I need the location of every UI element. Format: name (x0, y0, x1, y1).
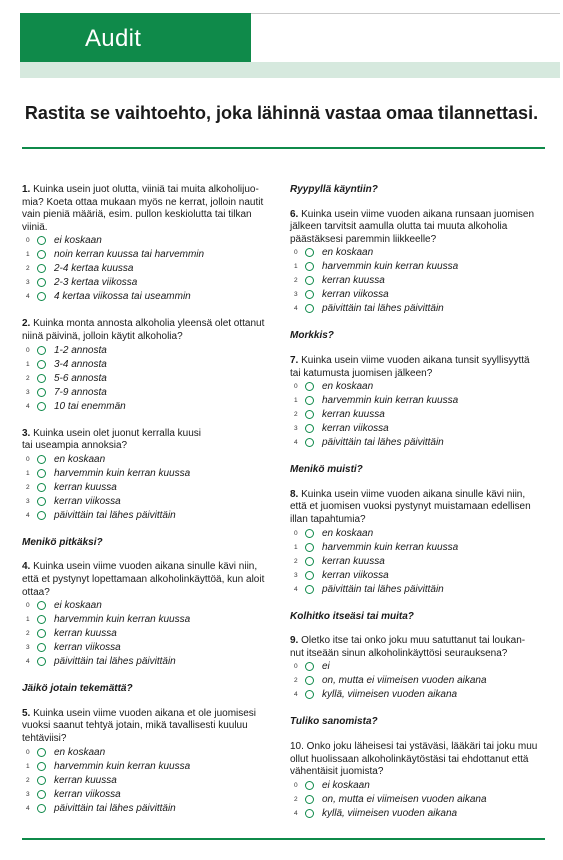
question-text (290, 635, 552, 660)
answer-option[interactable] (22, 481, 284, 495)
option-label: ei koskaan (322, 779, 370, 791)
answer-option[interactable] (22, 495, 284, 509)
section-heading-text: Menikö pitkäksi? (22, 536, 103, 548)
option-label: kerran kuussa (322, 555, 385, 567)
radio-circle-icon[interactable] (305, 676, 314, 685)
answer-option[interactable] (22, 386, 284, 400)
answer-option[interactable] (22, 290, 284, 304)
question-body: Kuinka usein viime vuoden aikana sinulle kävi niin, että et pystynyt lopettamaan alkoholinkäyttöä, kun aloit ottaa? (22, 561, 265, 598)
radio-circle-icon[interactable] (305, 781, 314, 790)
radio-circle-icon[interactable] (37, 748, 46, 757)
question-text (290, 209, 552, 247)
answer-option[interactable] (290, 408, 552, 422)
answer-option[interactable] (290, 807, 552, 821)
answer-option[interactable] (22, 372, 284, 386)
option-score: 3 (26, 388, 30, 396)
answer-option[interactable] (290, 569, 552, 583)
radio-circle-icon[interactable] (305, 304, 314, 313)
top-divider (22, 147, 545, 149)
option-score: 3 (294, 291, 298, 299)
option-score: 0 (26, 602, 30, 610)
radio-circle-icon[interactable] (37, 776, 46, 785)
radio-circle-icon[interactable] (305, 585, 314, 594)
question-text (290, 489, 552, 527)
radio-circle-icon[interactable] (305, 662, 314, 671)
option-score: 3 (26, 790, 30, 798)
option-label: kerran viikossa (54, 495, 121, 507)
option-score: 0 (294, 383, 298, 391)
answer-option[interactable] (290, 541, 552, 555)
section-heading-text: Menikö muisti? (290, 464, 363, 476)
radio-circle-icon[interactable] (37, 236, 46, 245)
question-number: 5. (22, 707, 31, 719)
option-score: 4 (294, 439, 298, 447)
option-score: 1 (26, 360, 30, 368)
answer-option[interactable] (290, 274, 552, 288)
radio-circle-icon[interactable] (37, 250, 46, 259)
radio-circle-icon[interactable] (37, 402, 46, 411)
option-label: on, mutta ei viimeisen vuoden aikana (322, 675, 487, 687)
question-text (22, 184, 284, 234)
option-label: päivittäin tai lähes päivittäin (54, 509, 176, 521)
radio-circle-icon[interactable] (305, 396, 314, 405)
answer-option[interactable] (290, 302, 552, 316)
left-column (22, 172, 284, 816)
answer-option[interactable] (290, 555, 552, 569)
answer-option[interactable] (22, 234, 284, 248)
answer-option[interactable] (290, 422, 552, 436)
question-number: 1. (22, 184, 31, 195)
question-text (22, 428, 284, 453)
option-score: 3 (294, 425, 298, 433)
question-text (22, 708, 284, 746)
option-score: 0 (26, 346, 30, 354)
section-heading-text: Tuliko sanomista? (290, 716, 378, 728)
question-number: 7. (290, 354, 299, 366)
answer-option[interactable] (22, 599, 284, 613)
option-label: päivittäin tai lähes päivittäin (54, 802, 176, 814)
option-label: 5-6 annosta (54, 372, 107, 384)
option-score: 2 (294, 411, 298, 419)
question-number: 9. (290, 635, 299, 647)
option-score: 0 (294, 249, 298, 257)
radio-circle-icon[interactable] (305, 543, 314, 552)
option-label: 2-4 kertaa kuussa (54, 263, 134, 275)
option-score: 0 (26, 455, 30, 463)
answer-option[interactable] (290, 436, 552, 450)
question-number: 3. (22, 427, 31, 439)
answer-option[interactable] (290, 779, 552, 793)
section-heading (290, 716, 552, 729)
option-score: 2 (294, 557, 298, 565)
section-heading (290, 330, 552, 343)
option-label: kerran kuussa (54, 774, 117, 786)
radio-circle-icon[interactable] (37, 374, 46, 383)
radio-circle-icon[interactable] (305, 424, 314, 433)
radio-circle-icon[interactable] (305, 276, 314, 285)
answer-option[interactable] (22, 613, 284, 627)
section-heading (290, 464, 552, 477)
option-label: harvemmin kuin kerran kuussa (54, 614, 191, 626)
option-label: päivittäin tai lähes päivittäin (322, 303, 444, 315)
option-score: 4 (26, 804, 30, 812)
radio-circle-icon[interactable] (37, 455, 46, 464)
option-label: 7-9 annosta (54, 386, 107, 398)
answer-option[interactable] (22, 641, 284, 655)
option-label: en koskaan (322, 381, 374, 393)
option-score: 0 (294, 529, 298, 537)
radio-circle-icon[interactable] (37, 292, 46, 301)
option-label: en koskaan (322, 247, 374, 259)
option-score: 0 (26, 237, 30, 245)
option-label: kyllä, viimeisen vuoden aikana (322, 689, 458, 701)
option-score: 4 (294, 691, 298, 699)
radio-circle-icon[interactable] (305, 248, 314, 257)
question-body: Kuinka usein viime vuoden aikana et ole juomisesi vuoksi saanut tehtyä jotain, mikä tavallisesti kuuluu tehtäviisi? (22, 707, 257, 744)
instruction-text: Rastita se vaihtoehto, joka lähinnä vastaa omaa tilannettasi. (24, 103, 539, 123)
answer-option[interactable] (290, 793, 552, 807)
question-body: Onko joku läheisesi tai ystäväsi, lääkäri tai joku muu ollut huolissaan alkoholinkäytöstäsi tai ehdottanut että vähentäisit juomista? (290, 740, 538, 778)
radio-circle-icon[interactable] (305, 690, 314, 699)
question-text (22, 561, 284, 599)
question-block (290, 635, 552, 702)
option-label: kerran kuussa (54, 481, 117, 493)
page-title: Audit (85, 25, 142, 52)
radio-circle-icon[interactable] (305, 795, 314, 804)
question-number: 8. (290, 488, 299, 500)
option-score: 4 (26, 293, 30, 301)
option-label: kerran kuussa (54, 628, 117, 640)
question-block (290, 355, 552, 450)
option-score: 1 (294, 397, 298, 405)
header-stripe (20, 62, 560, 78)
radio-circle-icon[interactable] (37, 511, 46, 520)
option-score: 3 (26, 497, 30, 505)
option-label: kerran kuussa (322, 409, 385, 421)
radio-circle-icon[interactable] (37, 601, 46, 610)
option-score: 4 (26, 511, 30, 519)
option-label: kerran viikossa (322, 423, 389, 435)
section-heading-text: Jäikö jotain tekemättä? (22, 683, 133, 695)
option-score: 0 (294, 781, 298, 789)
radio-circle-icon[interactable] (37, 657, 46, 666)
option-label: 1-2 annosta (54, 344, 107, 356)
option-score: 2 (26, 630, 30, 638)
option-label: 10 tai enemmän (54, 400, 126, 412)
answer-option[interactable] (290, 527, 552, 541)
radio-circle-icon[interactable] (37, 469, 46, 478)
option-score: 0 (26, 748, 30, 756)
section-heading (290, 611, 552, 624)
answer-option[interactable] (290, 394, 552, 408)
answer-option[interactable] (22, 509, 284, 523)
radio-circle-icon[interactable] (305, 571, 314, 580)
section-heading-text: Kolhitko itseäsi tai muita? (290, 610, 414, 622)
option-score: 1 (26, 469, 30, 477)
question-body: Kuinka monta annosta alkoholia yleensä olet ottanut niinä päivinä, jolloin käytit alkoholia? (22, 318, 265, 342)
option-score: 4 (26, 658, 30, 666)
option-score: 4 (294, 585, 298, 593)
answer-option[interactable] (22, 467, 284, 481)
option-label: harvemmin kuin kerran kuussa (54, 760, 191, 772)
radio-circle-icon[interactable] (37, 497, 46, 506)
radio-circle-icon[interactable] (305, 809, 314, 818)
option-label: 4 kertaa viikossa tai useammin (54, 291, 191, 303)
radio-circle-icon[interactable] (37, 790, 46, 799)
question-body: Kuinka usein viime vuoden aikana runsaan juomisen jälkeen tarvitsit aamulla olutta tai muuta alkoholia päästäksesi paremmin liikkeelle? (290, 208, 535, 245)
option-label: en koskaan (322, 527, 374, 539)
question-number: 10. (290, 740, 304, 752)
radio-circle-icon[interactable] (305, 557, 314, 566)
question-body: Kuinka usein juot olutta, viiniä tai muita alkoholijuo- mia? Koeta ottaa mukaan myös ne kerrat, jolloin nautit vain pieniä määriä, esim. pullon keskiolutta tai tilkan viiniä. (22, 184, 264, 233)
option-label: en koskaan (54, 453, 106, 465)
section-heading-text: Ryypyllä käyntiin? (290, 184, 378, 195)
option-score: 2 (26, 483, 30, 491)
option-label: ei koskaan (54, 235, 102, 247)
question-body: Kuinka usein viime vuoden aikana sinulle kävi niin, että et juomisen vuoksi pystynyt muistamaan edellisen illan tapahtumia? (290, 488, 531, 525)
answer-option[interactable] (290, 260, 552, 274)
option-score: 2 (26, 374, 30, 382)
question-number: 6. (290, 208, 299, 220)
answer-option[interactable] (22, 358, 284, 372)
option-score: 4 (26, 402, 30, 410)
option-score: 3 (26, 279, 30, 287)
radio-circle-icon[interactable] (305, 262, 314, 271)
answer-option[interactable] (290, 380, 552, 394)
option-label: kerran viikossa (54, 788, 121, 800)
answer-option[interactable] (290, 288, 552, 302)
question-text (22, 318, 284, 343)
question-text (290, 355, 552, 380)
section-heading (22, 537, 284, 550)
radio-circle-icon[interactable] (305, 290, 314, 299)
radio-circle-icon[interactable] (37, 264, 46, 273)
answer-option[interactable] (22, 400, 284, 414)
option-score: 2 (294, 277, 298, 285)
radio-circle-icon[interactable] (37, 360, 46, 369)
answer-option[interactable] (290, 583, 552, 597)
answer-option[interactable] (290, 674, 552, 688)
option-label: kerran viikossa (322, 289, 389, 301)
radio-circle-icon[interactable] (37, 615, 46, 624)
question-block (22, 428, 284, 523)
option-score: 1 (294, 263, 298, 271)
option-score: 2 (26, 776, 30, 784)
radio-circle-icon[interactable] (37, 278, 46, 287)
answer-option[interactable] (22, 248, 284, 262)
radio-circle-icon[interactable] (37, 483, 46, 492)
bottom-divider (22, 838, 545, 840)
radio-circle-icon[interactable] (37, 804, 46, 813)
option-score: 1 (26, 251, 30, 259)
option-score: 1 (26, 616, 30, 624)
section-heading-text: Morkkis? (290, 330, 334, 342)
option-score: 4 (294, 305, 298, 313)
option-score: 2 (294, 677, 298, 685)
question-block (22, 561, 284, 669)
option-score: 1 (26, 762, 30, 770)
option-label: harvemmin kuin kerran kuussa (322, 541, 459, 553)
question-number: 4. (22, 561, 31, 573)
answer-option[interactable] (290, 660, 552, 674)
option-label: on, mutta ei viimeisen vuoden aikana (322, 793, 487, 805)
radio-circle-icon[interactable] (37, 762, 46, 771)
question-block (290, 209, 552, 317)
option-label: kerran kuussa (322, 275, 385, 287)
answer-option[interactable] (22, 802, 284, 816)
question-body: Oletko itse tai onko joku muu satuttanut tai loukan- nut itseään sinun alkoholinkäyttösi seurauksena? (290, 635, 526, 659)
option-score: 0 (294, 663, 298, 671)
question-body: Kuinka usein viime vuoden aikana tunsit syyllisyyttä tai katumusta juomisen jälkeen? (290, 354, 530, 379)
option-score: 3 (26, 644, 30, 652)
radio-circle-icon[interactable] (305, 529, 314, 538)
answer-option[interactable] (22, 344, 284, 358)
answer-option[interactable] (22, 276, 284, 290)
answer-option[interactable] (22, 760, 284, 774)
option-score: 2 (26, 265, 30, 273)
section-heading (290, 184, 552, 197)
option-label: ei koskaan (54, 600, 102, 612)
right-column (290, 172, 552, 821)
question-block (290, 489, 552, 597)
radio-circle-icon[interactable] (305, 438, 314, 447)
answer-option[interactable] (22, 627, 284, 641)
radio-circle-icon[interactable] (37, 643, 46, 652)
option-label: harvemmin kuin kerran kuussa (322, 395, 459, 407)
question-block (22, 184, 284, 304)
question-block (22, 708, 284, 816)
section-heading (22, 683, 284, 696)
option-label: harvemmin kuin kerran kuussa (54, 467, 191, 479)
option-score: 2 (294, 795, 298, 803)
option-score: 4 (294, 809, 298, 817)
question-block (22, 318, 284, 413)
option-label: 2-3 kertaa viikossa (54, 277, 138, 289)
option-label: päivittäin tai lähes päivittäin (54, 656, 176, 668)
option-label: kyllä, viimeisen vuoden aikana (322, 807, 458, 819)
radio-circle-icon[interactable] (37, 346, 46, 355)
question-number: 2. (22, 318, 31, 330)
radio-circle-icon[interactable] (37, 388, 46, 397)
answer-option[interactable] (290, 246, 552, 260)
header (0, 0, 563, 62)
answer-option[interactable] (22, 262, 284, 276)
answer-option[interactable] (22, 453, 284, 467)
option-label: päivittäin tai lähes päivittäin (322, 583, 444, 595)
option-label: päivittäin tai lähes päivittäin (322, 437, 444, 449)
answer-option[interactable] (22, 746, 284, 760)
option-label: kerran viikossa (322, 569, 389, 581)
option-label: 3-4 annosta (54, 358, 107, 370)
option-label: kerran viikossa (54, 642, 121, 654)
radio-circle-icon[interactable] (305, 410, 314, 419)
question-body: Kuinka usein olet juonut kerralla kuusi tai useampia annoksia? (22, 427, 201, 452)
option-label: en koskaan (54, 746, 106, 758)
option-label: noin kerran kuussa tai harvemmin (54, 249, 205, 261)
answer-option[interactable] (22, 788, 284, 802)
radio-circle-icon[interactable] (305, 382, 314, 391)
answer-option[interactable] (290, 688, 552, 702)
question-text (290, 741, 552, 779)
answer-option[interactable] (22, 655, 284, 669)
option-score: 3 (294, 571, 298, 579)
option-label: ei (322, 661, 330, 673)
option-label: harvemmin kuin kerran kuussa (322, 261, 459, 273)
option-score: 1 (294, 543, 298, 551)
radio-circle-icon[interactable] (37, 629, 46, 638)
question-block (290, 741, 552, 821)
answer-option[interactable] (22, 774, 284, 788)
